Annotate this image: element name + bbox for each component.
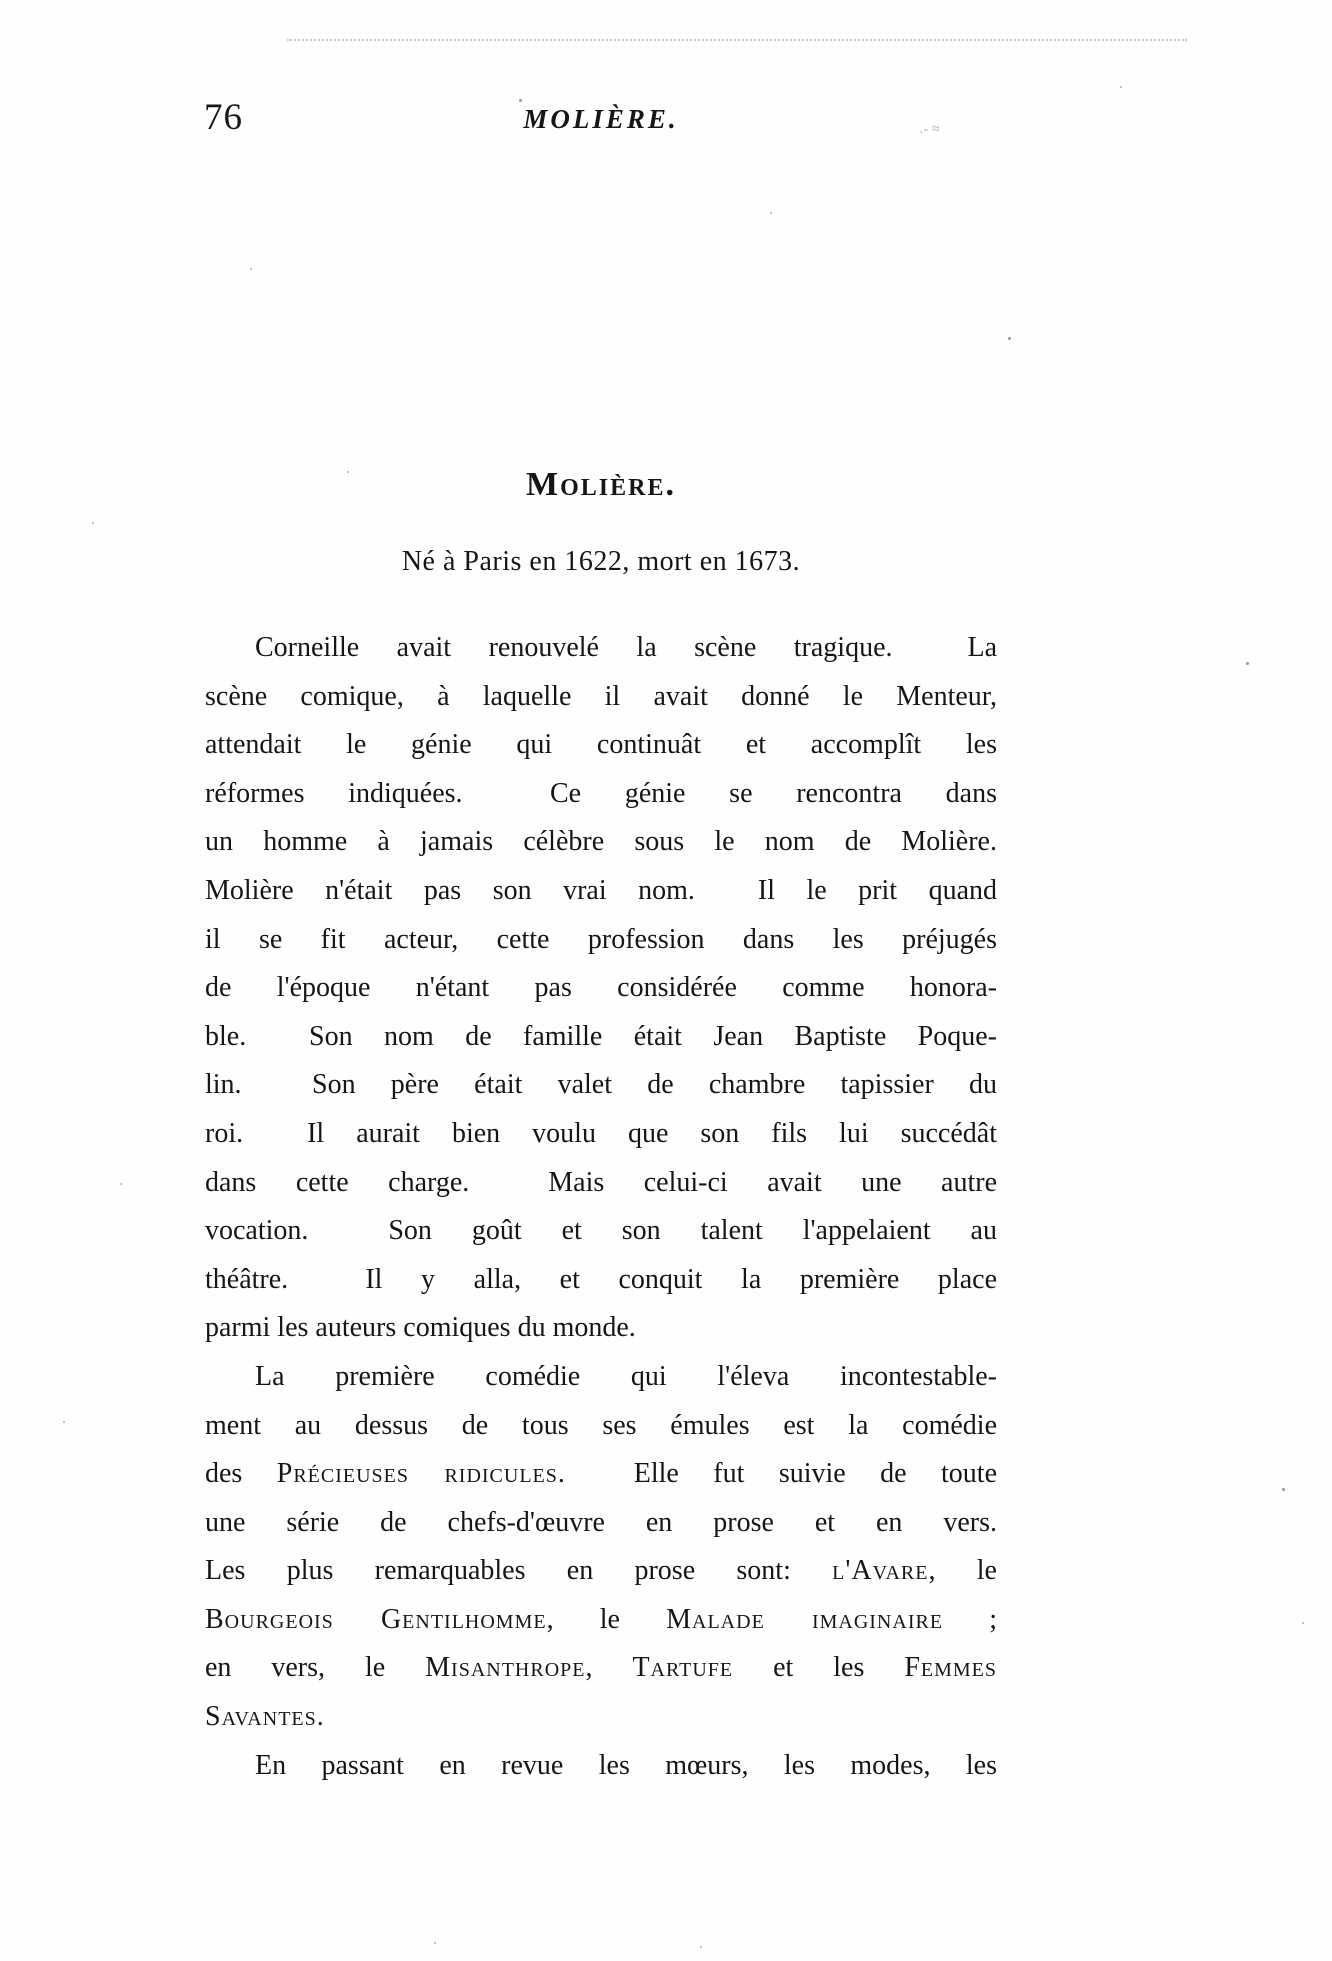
paragraph <box>205 624 997 1353</box>
page-number: 76 <box>204 97 243 138</box>
text-line <box>205 1353 997 1402</box>
scan-speckle <box>1302 1622 1304 1624</box>
text-line <box>205 1304 997 1353</box>
text-line <box>205 964 997 1013</box>
text-line <box>205 1207 997 1256</box>
scan-speckle <box>700 1946 702 1948</box>
scan-speckle <box>120 1183 122 1185</box>
paragraph <box>205 1353 997 1742</box>
text-segment: il se fit acteur, cette profession dans les préjugés <box>205 923 997 955</box>
scan-speckle <box>63 1421 65 1423</box>
work-title-small-caps: Savantes <box>205 1701 317 1733</box>
text-segment: , le <box>546 1603 667 1635</box>
text-segment: théâtre. Il y alla, et conquit la première place <box>205 1263 997 1295</box>
text-segment: des <box>205 1458 277 1490</box>
scan-speckle <box>1008 337 1011 340</box>
text-line <box>205 1450 997 1499</box>
text-line <box>205 1499 997 1548</box>
text-segment: . <box>316 1701 324 1733</box>
text-segment: dans cette charge. Mais celui-ci avait une autre <box>205 1166 997 1198</box>
text-line <box>205 1402 997 1451</box>
work-title-small-caps: Femmes <box>904 1652 998 1684</box>
text-line <box>205 1742 997 1791</box>
text-segment: scène comique, à laquelle il avait donné le Menteur, <box>205 680 997 712</box>
scan-speckle <box>250 268 252 270</box>
text-segment: attendait le génie qui continuât et accomplît les <box>205 729 997 761</box>
text-segment: Corneille avait renouvelé la scène tragique. La <box>255 632 997 663</box>
text-line <box>205 916 997 965</box>
text-line <box>205 867 997 916</box>
text-segment: vocation. Son goût et son talent l'appelaient au <box>205 1215 997 1247</box>
chapter-subtitle: Né à Paris en 1622, mort en 1673. <box>401 546 801 577</box>
text-line <box>205 721 997 770</box>
scan-speckle <box>1282 1488 1285 1491</box>
text-segment: une série de chefs-d'œuvre en prose et en vers. <box>205 1506 997 1538</box>
scan-speckle <box>92 522 94 524</box>
work-title-small-caps: Misanthrope <box>425 1652 586 1684</box>
text-segment: réformes indiquées. Ce génie se rencontra dans <box>205 777 997 809</box>
text-line <box>205 1110 997 1159</box>
scan-speckle <box>434 1942 436 1944</box>
scan-speckle <box>347 471 349 473</box>
text-segment: et les <box>733 1652 905 1684</box>
page-body <box>205 624 997 1790</box>
scan-speckle <box>1246 662 1249 665</box>
text-line <box>205 1547 997 1596</box>
text-segment: de l'époque n'étant pas considérée comme honora- <box>205 972 997 1004</box>
text-segment: parmi les auteurs comiques du monde. <box>205 1312 636 1344</box>
scan-artifact-smudge: .- ≈ <box>920 122 940 137</box>
text-segment: un homme à jamais célèbre sous le nom de Molière. <box>205 826 997 858</box>
text-segment: La première comédie qui l'éleva incontestable- <box>255 1360 997 1392</box>
text-line <box>205 1256 997 1305</box>
text-segment: Molière n'était pas son vrai nom. Il le prit quand <box>205 874 997 906</box>
work-title-small-caps: Tartufe <box>632 1652 734 1684</box>
scan-artifact-dotted-line <box>287 39 1187 41</box>
text-segment: ble. Son nom de famille était Jean Baptiste Poque- <box>205 1020 997 1052</box>
text-segment: , le <box>928 1555 997 1587</box>
scan-speckle <box>519 99 522 102</box>
page-content <box>205 466 997 1790</box>
text-line <box>205 770 997 819</box>
text-line <box>205 1061 997 1110</box>
text-segment: ment au dessus de tous ses émules est la comédie <box>205 1409 997 1441</box>
work-title-small-caps: Bourgeois Gentilhomme <box>205 1603 547 1635</box>
chapter-heading: Molière. <box>526 466 676 503</box>
text-segment: lin. Son père était valet de chambre tapissier du <box>205 1069 997 1101</box>
text-line <box>205 1693 997 1742</box>
text-segment: ; <box>943 1603 997 1635</box>
work-title-small-caps: Précieuses ridicules <box>276 1458 558 1490</box>
text-line <box>205 1013 997 1062</box>
text-segment: roi. Il aurait bien voulu que son fils lui succédât <box>205 1117 997 1149</box>
text-line <box>205 673 997 722</box>
text-line <box>205 1159 997 1208</box>
text-segment: en vers, le <box>205 1652 426 1684</box>
work-title-small-caps: l'Avare <box>832 1555 929 1587</box>
text-line <box>205 818 997 867</box>
text-line <box>205 624 997 673</box>
text-line <box>205 1644 997 1693</box>
text-segment: En passant en revue les mœurs, les modes, les <box>255 1749 997 1781</box>
running-title: MOLIÈRE. <box>523 104 679 134</box>
scan-speckle <box>770 212 772 214</box>
text-segment: . Elle fut suivie de toute <box>557 1458 997 1490</box>
paragraph <box>205 1742 997 1791</box>
scan-speckle <box>1120 86 1122 88</box>
text-segment: , <box>585 1652 633 1684</box>
text-segment: Les plus remarquables en prose sont: <box>205 1555 833 1587</box>
work-title-small-caps: Malade imaginaire <box>666 1603 944 1635</box>
text-line <box>205 1596 997 1645</box>
